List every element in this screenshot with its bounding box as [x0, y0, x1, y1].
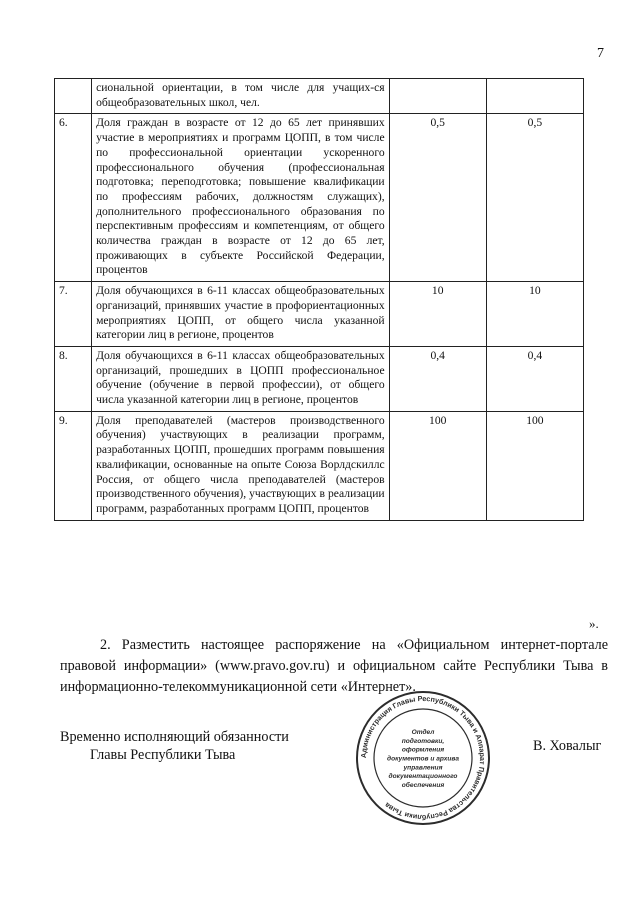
signatory-title-line2: Главы Республики Тыва: [90, 747, 236, 763]
row-value-2: 0,5: [486, 114, 583, 282]
seal-outer-text: Администрация Главы Республики Тыва и Аппарат Правительства Республики Тыва: [358, 693, 488, 823]
row-value-2: 100: [486, 411, 583, 520]
row-value-1: 0,4: [389, 346, 486, 411]
paragraph-2-text: 2. Разместить настоящее распоряжение на «Официальном интернет-портале правовой информации» (www.pravo.gov.ru) и официальном сайте Республики Тыва в информационно-телекоммуникационной сети «Интернет».: [60, 637, 608, 695]
row-number: 8.: [55, 346, 92, 411]
closing-quote: ».: [589, 616, 599, 631]
row-value-2: 10: [486, 282, 583, 347]
signatory-title: [60, 728, 289, 764]
seal-inner-line: управления: [403, 764, 443, 772]
official-seal: [355, 690, 491, 826]
table-row: [55, 411, 584, 520]
row-value-2: [486, 79, 583, 114]
row-value-2: 0,4: [486, 346, 583, 411]
signatory-title-line1: Временно исполняющий обязанности: [60, 729, 289, 745]
row-number: [55, 79, 92, 114]
row-value-1: 10: [389, 282, 486, 347]
row-text: Доля обучающихся в 6-11 классах общеобразовательных организаций, прошедших в ЦОПП профессиональное обучение (обучение в первой профессии), от общего числа указанной категории лиц в регионе, процентов: [92, 346, 390, 411]
row-value-1: 0,5: [389, 114, 486, 282]
row-number: 7.: [55, 282, 92, 347]
table-row: [55, 114, 584, 282]
seal-inner-line: оформления: [401, 746, 445, 754]
seal-inner-text: [387, 728, 459, 789]
paragraph-2: [60, 635, 608, 698]
seal-inner-line: обеспечения: [401, 781, 445, 789]
seal-inner-line: документов и архива: [387, 755, 459, 763]
signatory-name: В. Ховалыг: [533, 738, 602, 754]
row-value-1: 100: [389, 411, 486, 520]
seal-inner-line: Отдел: [411, 729, 435, 737]
row-text: Доля граждан в возрасте от 12 до 65 лет принявших участие в мероприятиях и программ ЦОПП, в том числе по профессиональной ориентации ускоренного профессионального обучения (профессиональная подготовка; переподготовка; повышение квалификации по профессиям рабочих, должностям служащих), дополнительного профессионального образования по перспективным профессиям и компетенциям, от общего количества граждан в возрасте от 12 до 65 лет, проживающих в субъекте Российской Федерации, процентов: [92, 114, 390, 282]
row-text: Доля преподавателей (мастеров производственного обучения) участвующих в реализации программ, разработанных ЦОПП, прошедших программ повышения квалификации, основанные на опыте Союза Ворлдскиллс Россия, от общего числа преподавателей (мастеров производственного обучения), участвующих в реализации программ, разработанных программ ЦОПП, процентов: [92, 411, 390, 520]
seal-inner-line: подготовки,: [401, 737, 445, 745]
indicators-table: [54, 78, 584, 521]
row-text: Доля обучающихся в 6-11 классах общеобразовательных организаций, принявших участие в профориентационных мероприятиях ЦОПП, от общего числа указанной категории лиц в регионе, процентов: [92, 282, 390, 347]
table-row: [55, 79, 584, 114]
row-number: 6.: [55, 114, 92, 282]
row-text: сиональной ориентации, в том числе для учащих-ся общеобразовательных школ, чел.: [92, 79, 390, 114]
seal-inner-line: документационного: [388, 773, 458, 781]
row-number: 9.: [55, 411, 92, 520]
table-row: [55, 282, 584, 347]
table-row: [55, 346, 584, 411]
page-number: 7: [597, 46, 604, 61]
row-value-1: [389, 79, 486, 114]
